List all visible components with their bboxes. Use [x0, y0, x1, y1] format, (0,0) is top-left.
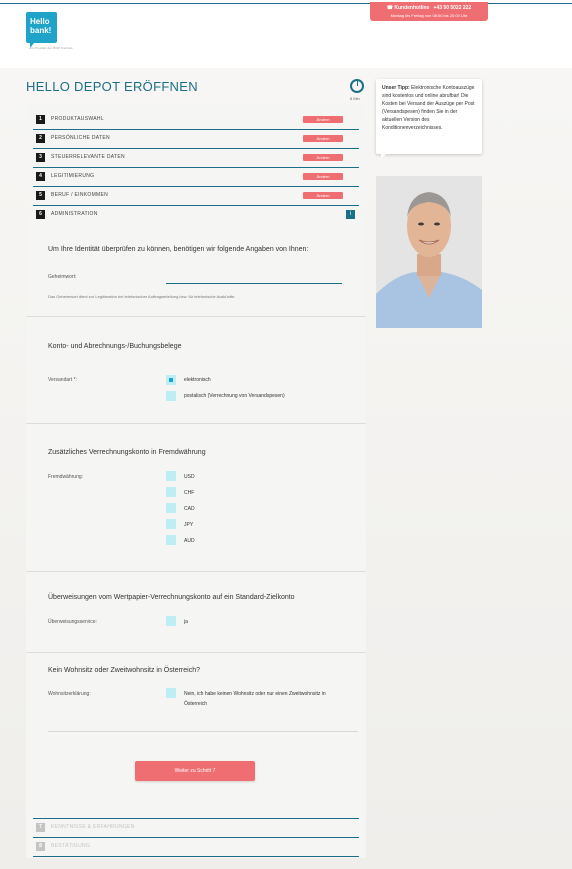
currency-cad: CAD [184, 506, 195, 512]
timer-icon [350, 79, 364, 93]
tip-lead: Unser Tipp: [382, 85, 410, 91]
hotline-line [370, 2, 488, 13]
step-label: ADMINISTRATION [51, 211, 98, 217]
page-title: HELLO DEPOT ERÖFFNEN [26, 79, 198, 94]
edit-button[interactable]: Ändern [303, 154, 343, 161]
edit-button[interactable]: Ändern [303, 173, 343, 180]
checkbox-electronic[interactable] [166, 375, 176, 385]
advisor-photo [376, 176, 482, 328]
timer-label: 8 Min [350, 96, 360, 101]
step-number: 8 [36, 842, 45, 851]
checkbox-jpy[interactable] [166, 519, 176, 529]
transfer-yes-label: ja [184, 619, 188, 625]
transfer-service-label: Überweisungsservice: [48, 619, 97, 625]
hotline-hours: Montag bis Freitag von 08:00 bis 20:00 Uhr [390, 13, 468, 18]
next-step-button[interactable]: Weiter zu Schritt 7 [135, 761, 255, 781]
tip-text: Elektronische Kontoauszüge sind kostenlos und online abrufbar! Die Kosten bei Versand der Auszüge per Post (Versandspesen) finden Sie in der aktuellen Version des Konditionenverzeichnisses. [382, 85, 475, 131]
checkbox-chf[interactable] [166, 487, 176, 497]
section-divider [26, 571, 366, 572]
step-label: BESTÄTIGUNG [51, 843, 91, 849]
step-number: 4 [36, 172, 45, 181]
step-persoenliche-daten[interactable] [33, 130, 359, 149]
logo-text-2: bank! [30, 26, 52, 35]
step-label: PRODUKTAUSWAHL [51, 116, 104, 122]
step-administration [33, 206, 359, 224]
hotline-label: Kundenhotline [394, 5, 430, 11]
section-divider [48, 731, 358, 732]
residence-option-line2: Österreich [184, 701, 208, 707]
step-label: BERUF / EINKOMMEN [51, 192, 109, 198]
step-beruf-einkommen[interactable] [33, 187, 359, 206]
info-icon[interactable]: i [346, 210, 355, 219]
advisor-illustration [376, 176, 482, 328]
step-label: KENNTNISSE & ERFAHRUNGEN [51, 824, 135, 830]
checkbox-no-residence[interactable] [166, 688, 176, 698]
step-number: 6 [36, 210, 45, 219]
secret-word-input[interactable] [166, 283, 342, 284]
checkbox-cad[interactable] [166, 503, 176, 513]
edit-button[interactable]: Ändern [303, 135, 343, 142]
step-number: 5 [36, 191, 45, 200]
step-number: 3 [36, 153, 45, 162]
hotline-number[interactable]: +43 50 5022 222 [433, 5, 472, 11]
step-label: LEGITIMIERUNG [51, 173, 95, 179]
currency-aud: AUD [184, 538, 195, 544]
step-steuerrelevante-daten[interactable] [33, 149, 359, 168]
delivery-label: Versandart *: [48, 377, 77, 383]
currency-jpy: JPY [184, 522, 194, 528]
secret-word-label: Geheimwort: [48, 274, 77, 280]
hello-bank-logo[interactable] [26, 12, 57, 43]
residence-title: Kein Wohnsitz oder Zweitwohnsitz in Österreich? [48, 667, 200, 674]
section-divider [26, 423, 366, 424]
statements-title: Konto- und Abrechnungs-/Buchungsbelege [48, 343, 182, 350]
checkbox-postal[interactable] [166, 391, 176, 401]
tip-arrow [381, 154, 386, 159]
logo-tagline: ein Produkt der BNP Paribas [29, 46, 73, 50]
header [0, 0, 572, 68]
phone-icon: ☎ [386, 5, 395, 11]
step-kenntnisse [33, 818, 359, 838]
step-number: 2 [36, 134, 45, 143]
step-number: 1 [36, 115, 45, 124]
fx-label: Fremdwährung: [48, 474, 84, 480]
step-produktauswahl[interactable] [33, 111, 359, 130]
identity-title: Um Ihre Identität überprüfen zu können, benötigen wir folgende Angaben von Ihnen: [48, 246, 309, 253]
step-label: PERSÖNLICHE DATEN [51, 135, 110, 141]
step-number: 7 [36, 823, 45, 832]
currency-chf: CHF [184, 490, 195, 496]
edit-button[interactable]: Ändern [303, 192, 343, 199]
section-divider [26, 316, 366, 317]
hotline-badge [370, 2, 488, 21]
secret-word-note: Das Geheimwort dient zur Legitimation bei telefonischer Auftragserteilung bzw. für telefonische Auskünfte. [48, 294, 236, 299]
fx-title: Zusätzliches Verrechnungskonto in Fremdwährung [48, 449, 206, 456]
step-legitimierung[interactable] [33, 168, 359, 187]
transfers-title: Überweisungen vom Wertpapier-Verrechnungskonto auf ein Standard-Zielkonto [48, 594, 295, 601]
checkbox-aud[interactable] [166, 535, 176, 545]
tip-box [376, 79, 482, 154]
currency-usd: USD [184, 474, 195, 480]
option-electronic-label: elektronisch [184, 377, 211, 383]
step-label: STEUERRELEVANTE DATEN [51, 154, 125, 160]
step-bestaetigung [33, 838, 359, 857]
residence-option-line1: Nein, ich habe keinen Wohnsitz oder nur einen Zweitwohnsitz in [184, 691, 326, 697]
checkbox-transfer-yes[interactable] [166, 616, 176, 626]
edit-button[interactable]: Ändern [303, 116, 343, 123]
logo-text-1: Hello [30, 17, 50, 26]
checkbox-usd[interactable] [166, 471, 176, 481]
section-divider [26, 652, 366, 653]
residence-label: Wohnsitzerklärung: [48, 691, 91, 697]
option-postal-label: postalisch (Verrechnung von Versandspesen) [184, 393, 285, 399]
